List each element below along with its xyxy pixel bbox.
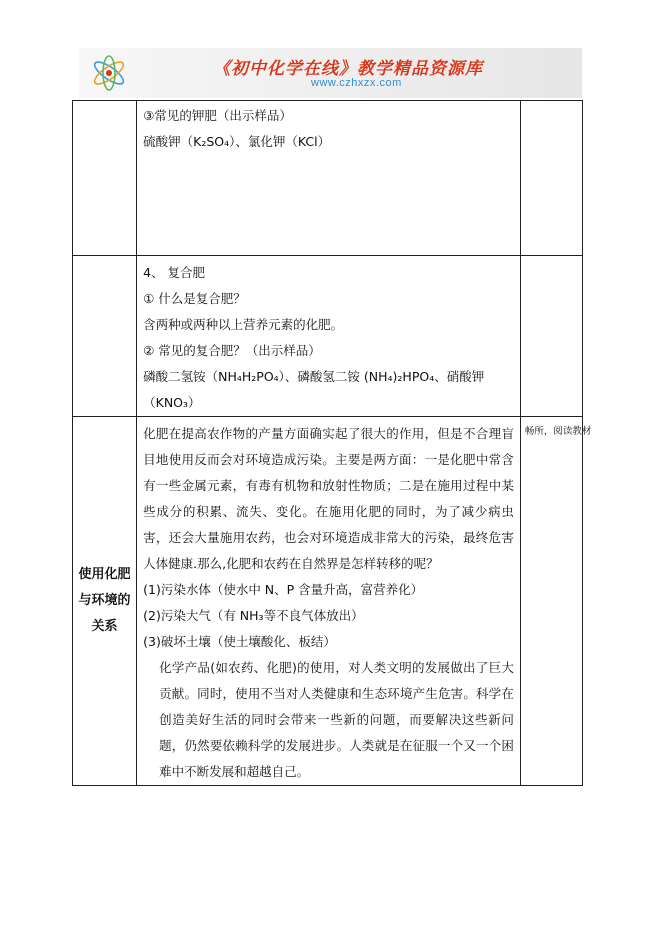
table-row [73, 417, 583, 786]
text-line: 硫酸钾（K₂SO₄）、氯化钾（KCl） [143, 134, 331, 149]
text-line: ① 什么是复合肥？ [143, 291, 246, 306]
text-line: 4、 复合肥 [143, 265, 206, 280]
conclusion-paragraph: 化学产品(如农药、化肥)的使用，对人类文明的发展做出了巨大贡献。同时，使用不当对人类健康和生态环境产生危害。科学在创造美好生活的同时会带来一些新的问题，而要解决这些新问题，仍然要依赖科学的发展进步。人类就是在征服一个又一个困难中不断发展和超越自己。 [159, 660, 514, 779]
content-cell [137, 256, 521, 417]
text-line: （KNO₃） [143, 395, 201, 410]
banner-title: 《初中化学在线》教学精品资源库 [213, 59, 483, 79]
list-item: (2)污染大气（有 NH₃等不良气体放出） [143, 608, 364, 623]
header-banner [79, 48, 582, 98]
empty-cell [520, 256, 582, 417]
text-line: ③常见的钾肥（出示样品） [143, 108, 292, 123]
list-item: (1)污染水体（使水中 N、P 含量升高，富营养化） [143, 582, 424, 597]
empty-cell [73, 101, 137, 256]
lesson-table [72, 100, 592, 786]
content-cell [137, 101, 521, 256]
table-row [73, 101, 583, 256]
text-line: 磷酸二氢铵（NH₄H₂PO₄）、磷酸氢二铵 (NH₄)₂HPO₄、硝酸钾 [143, 369, 485, 384]
content-cell [137, 417, 521, 786]
empty-cell [73, 256, 137, 417]
empty-cell [520, 101, 582, 256]
intro-paragraph: 化肥在提高农作物的产量方面确实起了很大的作用，但是不合理盲目地使用反而会对环境造成污染。主要是两方面：一是化肥中常含有一些金属元素，有毒有机物和放射性物质；二是在施用过程中某些成分的积累、流失、变化。在施用化肥的同时，为了减少病虫害，还会大量施用农药，也会对环境造成非常大的污染，最终危害人体健康.那么,化肥和农药在自然界是怎样转移的呢？ [143, 426, 514, 571]
teacher-note: 畅所，阅读教材 [524, 426, 592, 437]
note-cell [520, 417, 592, 786]
list-item: (3)破坏土壤（使土壤酸化、板结） [143, 634, 336, 649]
atom-logo-icon [89, 54, 129, 92]
text-line: 含两种或两种以上营养元素的化肥。 [143, 317, 344, 332]
table-row [73, 256, 583, 417]
section-label: 使用化肥与环境的关系 [73, 417, 137, 786]
banner-url: www.czhxzx.com [311, 77, 402, 89]
text-line: ② 常见的复合肥？（出示样品） [143, 343, 321, 358]
